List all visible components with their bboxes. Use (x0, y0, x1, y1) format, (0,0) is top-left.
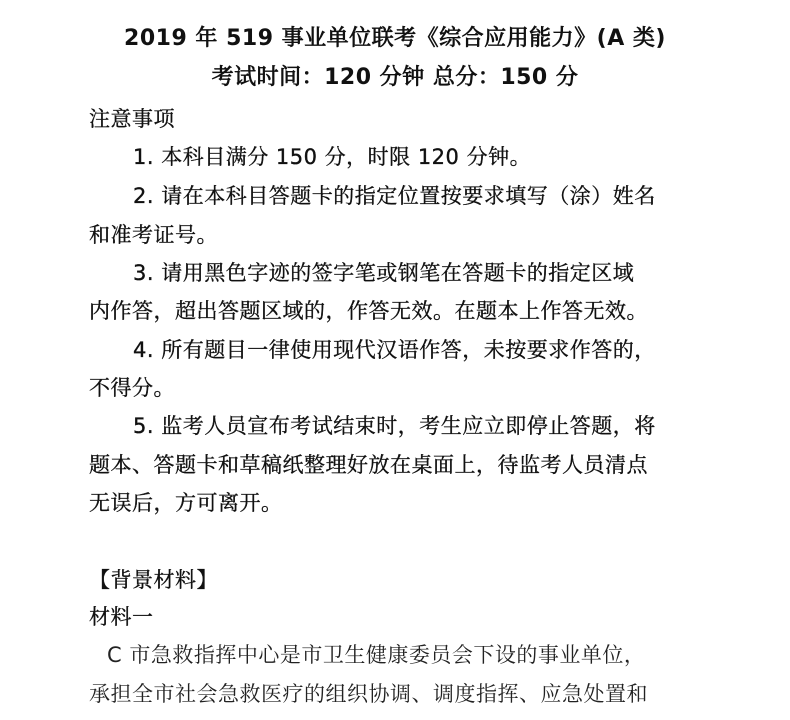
notice-line: 2. 请在本科目答题卡的指定位置按要求填写（涂）姓名 (133, 184, 656, 208)
notice-line: 内作答，超出答题区域的，作答无效。在题本上作答无效。 (89, 299, 648, 323)
notice-line: 题本、答题卡和草稿纸整理好放在桌面上，待监考人员清点 (89, 453, 648, 477)
material-heading: 材料一 (89, 605, 154, 629)
exam-title: 2019 年 519 事业单位联考《综合应用能力》(A 类) (124, 26, 666, 51)
notice-line: 4. 所有题目一律使用现代汉语作答，未按要求作答的， (133, 338, 656, 362)
notice-line: 不得分。 (89, 376, 175, 400)
notice-heading: 注意事项 (89, 107, 175, 131)
notice-line: 3. 请用黑色字迹的签字笔或钢笔在答题卡的指定区域 (133, 261, 635, 285)
notice-line: 5. 监考人员宣布考试结束时，考生应立即停止答题，将 (133, 414, 656, 438)
exam-subtitle: 考试时间：120 分钟 总分：150 分 (211, 65, 579, 90)
material-line: 承担全市社会急救医疗的组织协调、调度指挥、应急处置和 (89, 682, 648, 706)
notice-line: 和准考证号。 (89, 223, 218, 247)
notice-line: 1. 本科目满分 150 分，时限 120 分钟。 (133, 145, 532, 169)
background-heading: 【背景材料】 (89, 568, 218, 592)
notice-line: 无误后，方可离开。 (89, 491, 283, 515)
material-line: C 市急救指挥中心是市卫生健康委员会下设的事业单位， (107, 643, 646, 667)
